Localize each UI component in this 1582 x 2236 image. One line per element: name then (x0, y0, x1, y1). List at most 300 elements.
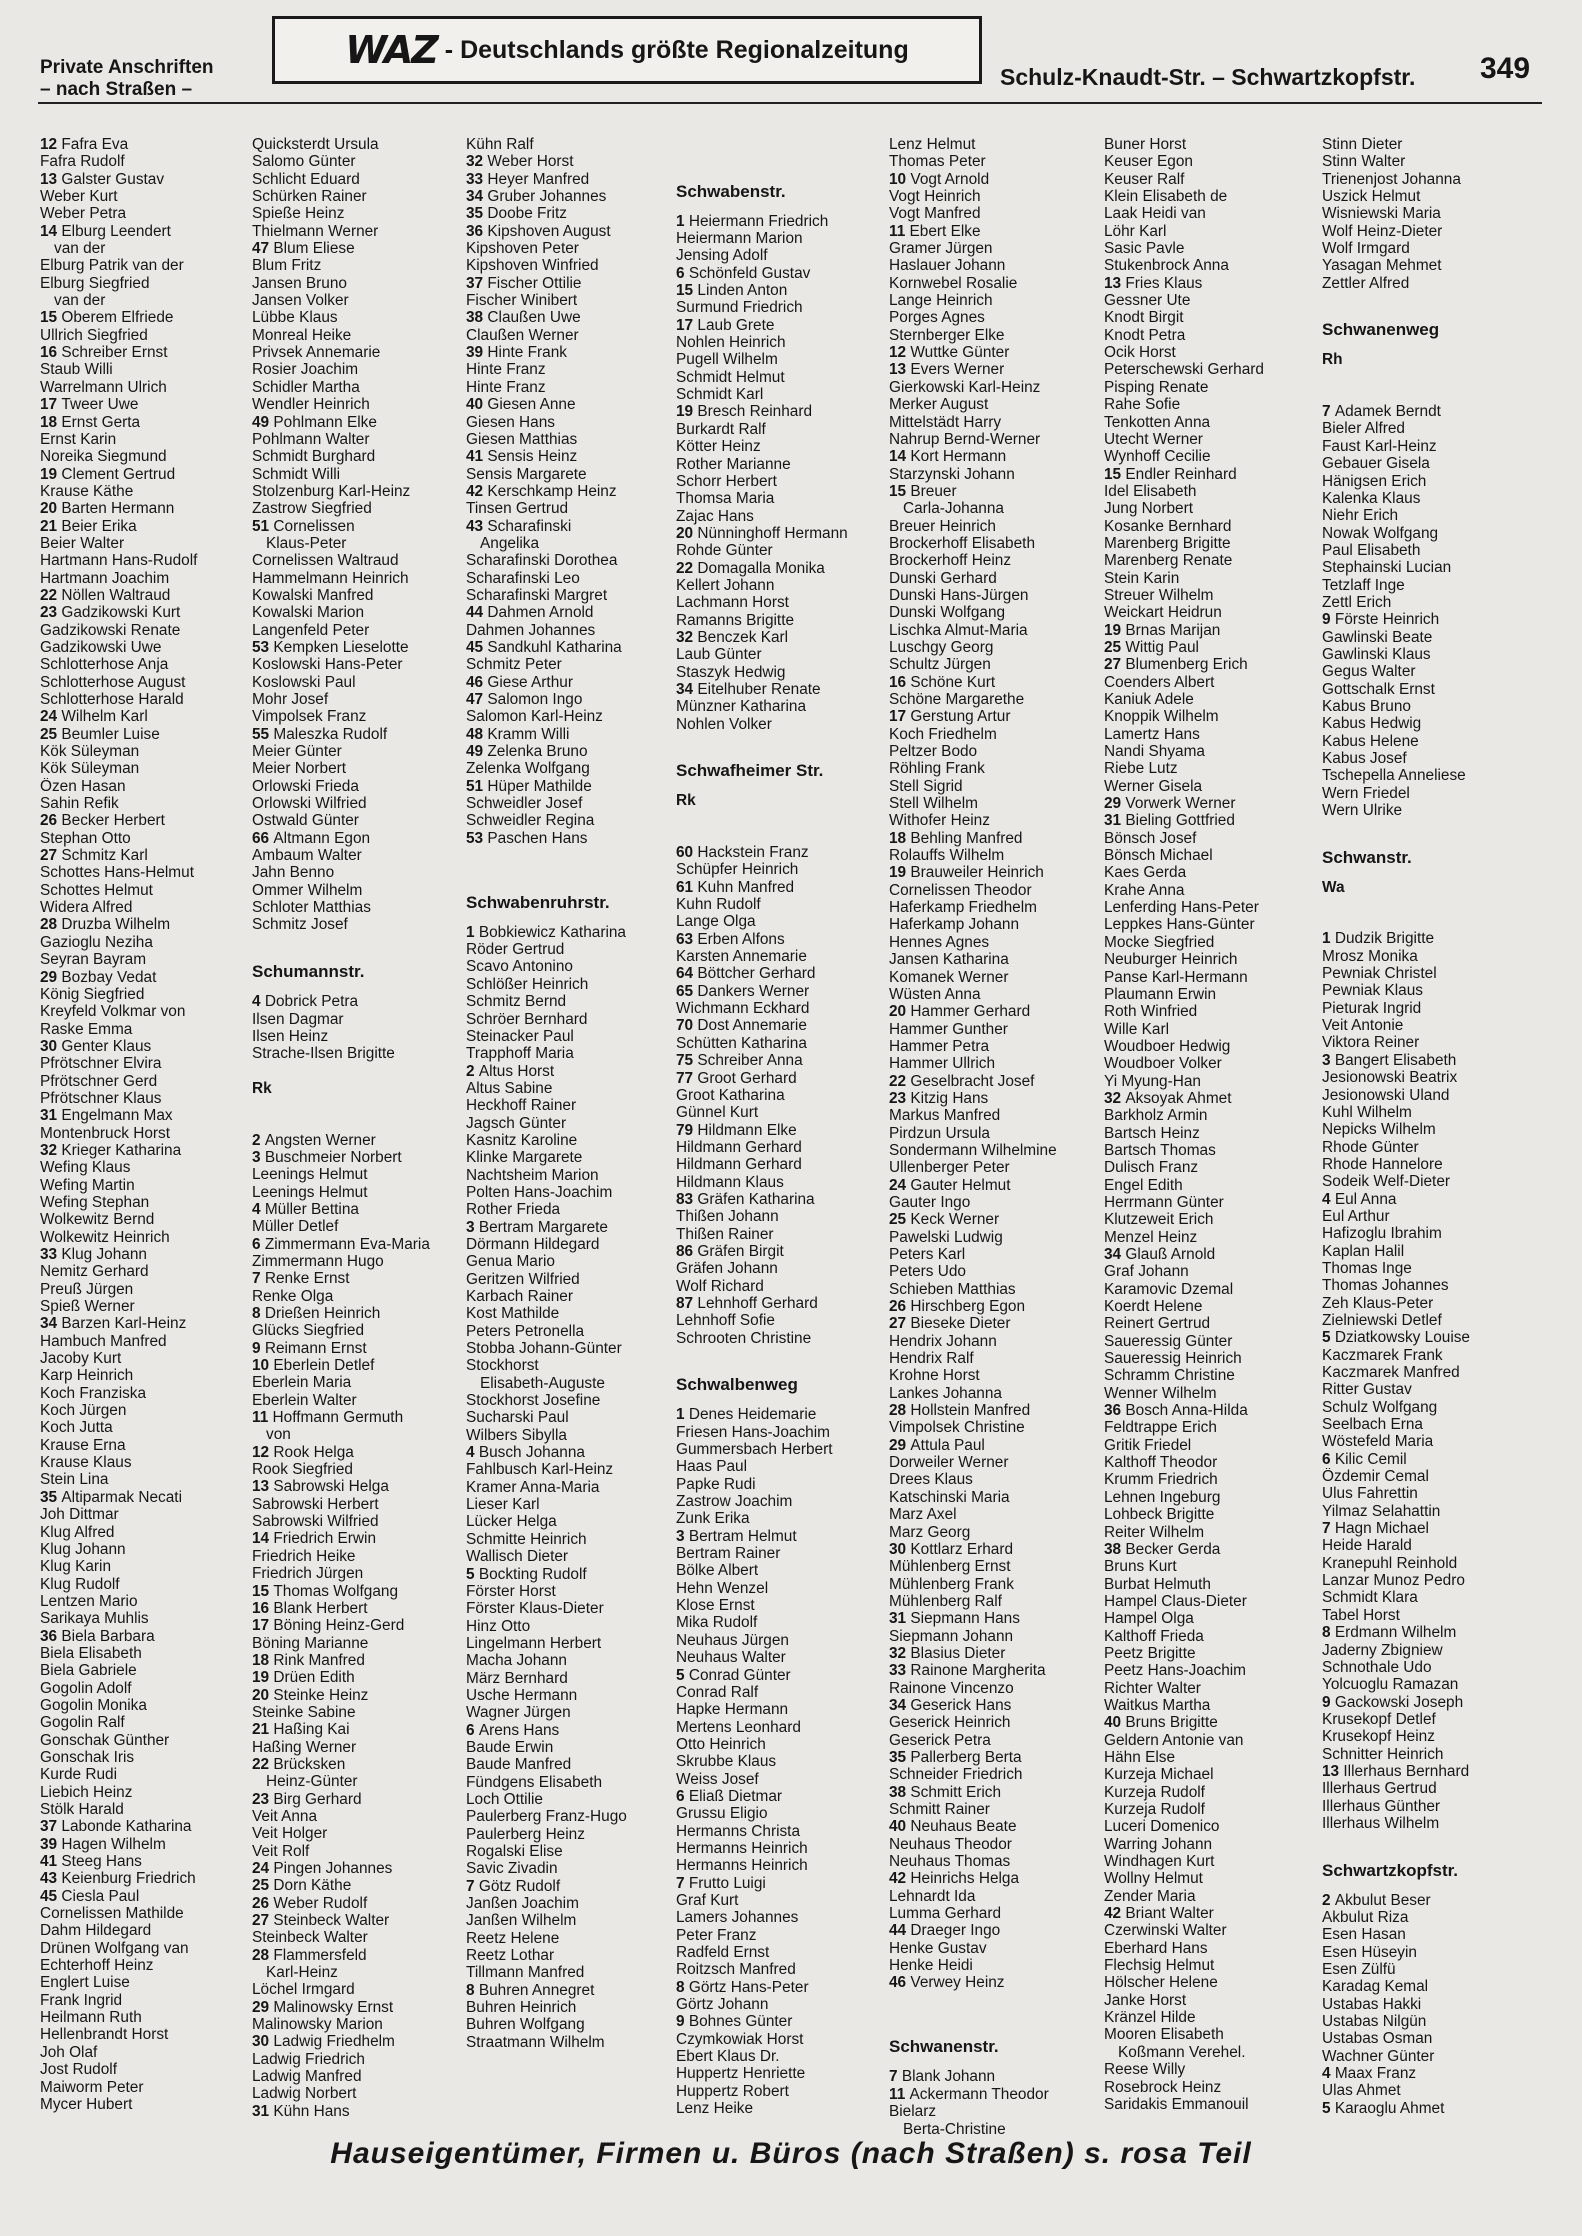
resident-entry: Quicksterdt Ursula (252, 136, 379, 153)
resident-entry: Rosebrock Heinz (1104, 2078, 1222, 2096)
resident-entry: Maiworm Peter (40, 2078, 144, 2096)
resident-entry: 43 Keienburg Friedrich (40, 1870, 196, 1888)
resident-entry: 47 Blum Eliese (252, 240, 355, 258)
resident-entry: Dunski Hans-Jürgen (889, 586, 1029, 604)
resident-entry: Yilmaz Selahattin (1322, 1502, 1441, 1520)
resident-entry: Koch Jürgen (40, 1402, 127, 1420)
resident-entry: Staszyk Hedwig (676, 663, 786, 681)
resident-entry: 28 Hollstein Manfred (889, 1402, 1031, 1420)
resident-entry: Esen Hasan (1322, 1926, 1406, 1944)
resident-entry: 15 Linden Anton (676, 282, 788, 300)
resident-entry: Preuß Jürgen (40, 1280, 134, 1298)
resident-entry: Zastrow Siegfried (252, 500, 372, 518)
resident-entry: Gritik Friedel (1104, 1436, 1192, 1454)
resident-entry: Rhode Hannelore (1322, 1155, 1443, 1173)
resident-entry: 24 Gauter Helmut (889, 1176, 1011, 1194)
resident-entry: Friesen Hans-Joachim (676, 1423, 830, 1441)
street-heading: Schumannstr. (252, 962, 365, 982)
resident-entry: 5 Conrad Günter (676, 1666, 791, 1684)
resident-entry: Kalenka Klaus (1322, 489, 1421, 507)
resident-entry: 31 Siepmann Hans (889, 1610, 1020, 1628)
resident-entry: Esen Hüseyin (1322, 1943, 1417, 1961)
resident-entry: 16 Schreiber Ernst (40, 344, 168, 362)
resident-entry: Haßing Werner (252, 1738, 357, 1756)
resident-entry: 28 Flammersfeld (252, 1946, 367, 1964)
resident-entry: 21 Beier Erika (40, 517, 137, 535)
resident-entry: Weber Kurt (40, 188, 118, 206)
resident-entry: 61 Kuhn Manfred (676, 878, 795, 896)
resident-entry: Peters Petronella (466, 1322, 585, 1340)
resident-entry: Kök Süleyman (40, 743, 140, 761)
resident-entry: 9 Reimann Ernst (252, 1339, 367, 1357)
resident-entry: Withofer Heinz (889, 812, 990, 830)
resident-entry: 10 Vogt Arnold (889, 170, 990, 188)
resident-entry: Monreal Heike (252, 326, 352, 344)
resident-entry: Eberlein Maria (252, 1374, 352, 1392)
resident-entry: Karamovic Dzemal (1104, 1280, 1234, 1298)
resident-entry: 4 Maax Franz (1322, 2065, 1417, 2083)
resident-entry: Hartmann Hans-Rudolf (40, 552, 198, 570)
resident-entry: Tenkotten Anna (1104, 413, 1211, 431)
resident-entry: Menzel Heinz (1104, 1228, 1198, 1246)
resident-entry: Huppertz Henriette (676, 2065, 806, 2083)
resident-entry: Richter Walter (1104, 1679, 1201, 1697)
resident-entry: Böning Marianne (252, 1634, 369, 1652)
resident-entry: Krumm Friedrich (1104, 1471, 1218, 1489)
resident-entry: Vogt Manfred (889, 205, 981, 223)
resident-entry: Schlotterhose Harald (40, 691, 184, 708)
resident-entry: Sarikaya Muhlis (40, 1610, 149, 1628)
resident-entry: Neuhaus Walter (676, 1649, 786, 1667)
resident-entry: 26 Becker Herbert (40, 812, 165, 830)
resident-entry: Keuser Egon (1104, 153, 1193, 171)
resident-entry: Joh Olaf (40, 2043, 98, 2061)
resident-entry: Seyran Bayram (40, 951, 147, 969)
resident-entry: Schöne Margarethe (889, 691, 1025, 708)
resident-entry: Veit Anna (252, 1807, 318, 1825)
resident-entry: 53 Kempken Lieselotte (252, 638, 409, 656)
resident-entry: Bölke Albert (676, 1562, 759, 1580)
resident-entry: 30 Ladwig Friedhelm (252, 2033, 395, 2051)
resident-entry: Woudboer Hedwig (1104, 1037, 1231, 1055)
resident-entry: 79 Hildmann Elke (676, 1121, 797, 1139)
resident-entry: Radfeld Ernst (676, 1944, 770, 1961)
resident-entry: Thomas Johannes (1322, 1277, 1449, 1295)
resident-entry: 64 Böttcher Gerhard (676, 965, 816, 983)
resident-entry: Dunski Wolfgang (889, 604, 1006, 622)
resident-entry: Wynhoff Cecilie (1104, 448, 1211, 466)
resident-entry: Saueressig Heinrich (1104, 1350, 1242, 1368)
resident-entry: Hähn Else (1104, 1748, 1176, 1766)
resident-entry: Saueressig Günter (1104, 1332, 1233, 1350)
resident-entry: Werner Gisela (1104, 777, 1203, 795)
resident-entry: Heide Harald (1322, 1537, 1412, 1555)
resident-entry: Trienenjost Johanna (1322, 170, 1461, 188)
resident-entry: 30 Kottlarz Erhard (889, 1540, 1014, 1558)
resident-entry: Veit Antonie (1322, 1017, 1404, 1035)
resident-entry: Günnel Kurt (676, 1104, 759, 1122)
resident-entry: 4 Dobrick Petra (252, 993, 359, 1011)
resident-entry: Schottes Hans-Helmut (40, 864, 194, 882)
resident-entry: Sabrowski Herbert (252, 1495, 379, 1513)
resident-entry: Rook Siegfried (252, 1461, 353, 1479)
resident-entry: 17 Gerstung Artur (889, 708, 1011, 726)
resident-entry: Bönsch Michael (1104, 847, 1213, 865)
resident-entry: Baude Manfred (466, 1756, 572, 1774)
resident-entry: 19 Clement Gertrud (40, 465, 176, 483)
resident-entry: Burkardt Ralf (676, 420, 766, 438)
resident-entry: 19 Bresch Reinhard (676, 403, 813, 421)
resident-entry: Mühlenberg Ralf (889, 1592, 1002, 1610)
resident-entry: Wolf Irmgard (1322, 240, 1410, 258)
resident-entry: Dörmann Hildegard (466, 1235, 600, 1253)
column-7 (1322, 136, 1534, 2117)
resident-entry: Schmidt Klara (1322, 1589, 1418, 1607)
resident-entry: Rhode Günter (1322, 1138, 1419, 1156)
resident-entry: Reese Willy (1104, 2061, 1186, 2079)
resident-entry: Kowalski Manfred (252, 586, 374, 604)
resident-entry: 29 Bozbay Vedat (40, 968, 157, 986)
resident-entry: Sahin Refik (40, 795, 119, 813)
resident-entry: Elburg Siegfried (40, 274, 150, 292)
resident-entry: Gebauer Gisela (1322, 455, 1430, 473)
resident-entry: Karp Heinrich (40, 1367, 134, 1385)
column-3 (466, 136, 678, 2051)
resident-entry: Kurzeja Michael (1104, 1766, 1214, 1784)
resident-entry: Thielmann Werner (252, 222, 379, 240)
resident-entry: Peetz Brigitte (1104, 1644, 1196, 1662)
resident-entry: Tillmann Manfred (466, 1964, 585, 1982)
resident-entry: Koch Jutta (40, 1419, 113, 1437)
resident-entry: 34 Gruber Johannes (466, 188, 607, 206)
resident-entry: Peetz Hans-Joachim (1104, 1662, 1246, 1680)
resident-entry: Kipshoven Peter (466, 240, 579, 258)
resident-entry: Niehr Erich (1322, 507, 1399, 525)
resident-entry: 38 Schmitt Erich (889, 1783, 1002, 1801)
resident-entry: Lange Olga (676, 913, 756, 931)
spacer (252, 1114, 464, 1131)
resident-entry: 4 Müller Bettina (252, 1200, 359, 1218)
resident-entry: Henke Gustav (889, 1939, 987, 1957)
resident-entry: Schmidt Willi (252, 465, 341, 483)
resident-entry: Wüsten Anna (889, 985, 981, 1003)
resident-entry: 25 Keck Werner (889, 1211, 1000, 1229)
resident-entry: 35 Altiparmak Necati (40, 1488, 183, 1506)
resident-entry: Scavo Antonino (466, 958, 573, 976)
resident-entry: Cornelissen Mathilde (40, 1905, 184, 1923)
resident-entry: Haferkamp Friedhelm (889, 899, 1037, 917)
resident-entry: 15 Breuer (889, 482, 957, 500)
resident-entry: Schmitte Heinrich (466, 1530, 587, 1548)
street-heading: Schwalbenweg (676, 1375, 798, 1395)
resident-entry: Marenberg Brigitte (1104, 534, 1231, 552)
resident-entry: Windhagen Kurt (1104, 1853, 1215, 1871)
spacer (676, 153, 888, 170)
spacer (1322, 819, 1534, 836)
resident-entry: 86 Gräfen Birgit (676, 1242, 784, 1260)
street-heading: Schwanstr. (1322, 847, 1412, 867)
column-6 (1104, 136, 1316, 2113)
resident-entry: Hildmann Klaus (676, 1173, 784, 1191)
resident-entry: Ocik Horst (1104, 344, 1176, 362)
resident-entry: Stein Lina (40, 1471, 109, 1489)
resident-entry: Wefing Stephan (40, 1193, 150, 1211)
resident-entry: Illerhaus Günther (1322, 1797, 1441, 1815)
resident-entry: 20 Barten Hermann (40, 500, 175, 518)
resident-entry: 36 Bosch Anna-Hilda (1104, 1402, 1248, 1420)
resident-entry: Mrosz Monika (1322, 947, 1418, 965)
resident-entry: Cornelissen Waltraud (252, 552, 399, 570)
resident-entry: Klug Alfred (40, 1523, 115, 1541)
resident-entry: Scharafinski Dorothea (466, 552, 618, 570)
resident-entry: Haas Paul (676, 1458, 748, 1476)
resident-entry: Ulus Fahrettin (1322, 1485, 1418, 1503)
resident-entry: Özdemir Cemal (1322, 1468, 1429, 1486)
resident-entry: 9 Bohnes Günter (676, 2013, 793, 2031)
resident-entry: Schlicht Eduard (252, 170, 360, 188)
resident-entry: Schmitz Peter (466, 656, 562, 674)
resident-entry: Luschgy Georg (889, 638, 994, 656)
resident-entry: Förster Horst (466, 1582, 556, 1600)
resident-entry: Coenders Albert (1104, 673, 1215, 691)
resident-entry: Hampel Claus-Dieter (1104, 1592, 1247, 1610)
resident-entry: 37 Fischer Ottilie (466, 274, 582, 292)
resident-entry: Bruns Kurt (1104, 1558, 1177, 1576)
resident-entry: Mittelstädt Harry (889, 413, 1002, 431)
resident-entry: Lenz Heike (676, 2100, 753, 2118)
resident-entry: Tetzlaff Inge (1322, 576, 1405, 594)
resident-entry: Gazioglu Neziha (40, 933, 153, 951)
resident-entry: Kabus Helene (1322, 732, 1419, 750)
resident-entry: Peters Karl (889, 1246, 966, 1263)
resident-entry: Kurzeja Rudolf (1104, 1801, 1205, 1818)
resident-entry: Hänigsen Erich (1322, 472, 1427, 490)
resident-entry: Schorr Herbert (676, 472, 777, 490)
district-code: Rk (252, 1079, 272, 1097)
resident-entry: Kabus Bruno (1322, 697, 1411, 715)
resident-entry: Hildmann Gerhard (676, 1138, 802, 1156)
resident-entry: 6 Arens Hans (466, 1721, 560, 1739)
resident-entry: Brockerhoff Heinz (889, 552, 1012, 570)
resident-entry: Schlotterhose August (40, 673, 186, 691)
resident-entry: Altus Sabine (466, 1079, 553, 1097)
resident-entry: 39 Hinte Frank (466, 344, 567, 362)
resident-entry: Heilmann Ruth (40, 2009, 142, 2027)
resident-entry: Laak Heidi van (1104, 205, 1206, 223)
resident-entry: 20 Nünninghoff Hermann (676, 524, 848, 542)
resident-entry: Ritter Gustav (1322, 1381, 1412, 1399)
resident-entry: Stephainski Lucian (1322, 559, 1452, 577)
resident-entry: Rohde Günter (676, 542, 773, 560)
resident-entry: Merker August (889, 396, 989, 414)
resident-entry: Jahn Benno (252, 864, 335, 882)
resident-entry: Graf Johann (1104, 1263, 1189, 1281)
resident-entry: Klein Elisabeth de (1104, 188, 1228, 206)
resident-entry: 32 Weber Horst (466, 153, 574, 171)
resident-entry: Krause Klaus (40, 1454, 132, 1472)
resident-entry: van der (54, 240, 106, 258)
spacer (1322, 292, 1534, 309)
resident-entry: Eberlein Walter (252, 1391, 357, 1409)
resident-entry: 48 Kramm Willi (466, 725, 570, 743)
resident-entry: 24 Wilhelm Karl (40, 708, 148, 726)
resident-entry: 13 Galster Gustav (40, 170, 165, 188)
resident-entry: Dahmen Johannes (466, 621, 596, 639)
resident-entry: Bartsch Thomas (1104, 1141, 1216, 1159)
resident-entry: 33 Heyer Manfred (466, 170, 590, 188)
resident-entry: Schottes Helmut (40, 881, 153, 899)
resident-entry: Kabus Hedwig (1322, 715, 1422, 733)
resident-entry: Leenings Helmut (252, 1183, 368, 1201)
resident-entry: Kurzeja Rudolf (1104, 1783, 1205, 1801)
resident-entry: Gonschak Iris (40, 1748, 135, 1766)
resident-entry: Pfrötschner Gerd (40, 1072, 158, 1090)
resident-entry: Schramm Christine (1104, 1367, 1235, 1385)
resident-entry: Friedrich Heike (252, 1547, 356, 1565)
resident-entry: Löhr Karl (1104, 222, 1167, 240)
resident-entry: 25 Beumler Luise (40, 725, 160, 743)
resident-entry: Hennes Agnes (889, 933, 990, 951)
resident-entry: Wille Karl (1104, 1020, 1169, 1038)
street-heading: Schwabenruhrstr. (466, 892, 610, 912)
resident-entry: Yolcuoglu Ramazan (1322, 1676, 1459, 1694)
resident-entry: Lehnen Ingeburg (1104, 1488, 1221, 1506)
resident-entry: 20 Hammer Gerhard (889, 1003, 1031, 1021)
resident-entry: Privsek Annemarie (252, 344, 381, 362)
resident-entry: 8 Buhren Annegret (466, 1981, 595, 1999)
resident-entry: Zeh Klaus-Peter (1322, 1294, 1434, 1312)
resident-entry: Orlowski Wilfried (252, 795, 367, 813)
resident-entry: 28 Druzba Wilhelm (40, 916, 171, 934)
resident-entry: Englert Luise (40, 1974, 130, 1992)
spacer (466, 864, 678, 881)
resident-entry: Rahe Sofie (1104, 396, 1181, 414)
resident-entry: Vimpolsek Christine (889, 1419, 1025, 1437)
resident-entry: Gramer Jürgen (889, 240, 993, 258)
resident-entry: Geldern Antonie van (1104, 1731, 1244, 1749)
resident-entry: Kaczmarek Frank (1322, 1346, 1443, 1364)
resident-entry: Sondermann Wilhelmine (889, 1141, 1057, 1159)
resident-entry: Berta-Christine (903, 2120, 1006, 2138)
spacer (676, 136, 888, 153)
spacer (676, 827, 888, 844)
resident-entry: Kaniuk Adele (1104, 691, 1194, 708)
street-heading: Schwafheimer Str. (676, 761, 824, 781)
resident-entry: Ustabas Osman (1322, 2030, 1433, 2048)
resident-entry: 26 Weber Rudolf (252, 1894, 368, 1912)
resident-entry: Rosier Joachim (252, 361, 359, 379)
resident-entry: Spieß Werner (40, 1298, 135, 1316)
resident-entry: Noreika Siegmund (40, 448, 167, 466)
resident-entry: Löchel Irmgard (252, 1981, 355, 1999)
resident-entry: Schrooten Christine (676, 1329, 812, 1347)
resident-entry: 18 Rink Manfred (252, 1651, 365, 1669)
resident-entry: 13 Fries Klaus (1104, 274, 1203, 292)
resident-entry: Czerwinski Walter (1104, 1922, 1227, 1940)
resident-entry: Geserick Heinrich (889, 1714, 1011, 1732)
resident-entry: Waitkus Martha (1104, 1696, 1211, 1714)
resident-entry: Mycer Hubert (40, 2095, 133, 2113)
resident-entry: Schmitz Josef (252, 916, 348, 934)
resident-entry: Thißen Johann (676, 1208, 779, 1226)
page-number: 349 (1480, 52, 1531, 85)
resident-entry: Kötter Heinz (676, 438, 761, 456)
resident-entry: Nahrup Bernd-Werner (889, 430, 1041, 448)
resident-entry: 33 Rainone Margherita (889, 1662, 1046, 1680)
resident-entry: Gawlinski Beate (1322, 628, 1433, 646)
resident-entry: Bieler Alfred (1322, 420, 1405, 438)
resident-entry: Müller Detlef (252, 1218, 339, 1236)
resident-entry: Neuhaus Jürgen (676, 1631, 789, 1649)
resident-entry: Marenberg Renate (1104, 552, 1233, 570)
resident-entry: Marz Georg (889, 1523, 971, 1541)
resident-entry: 1 Dudzik Brigitte (1322, 930, 1435, 948)
resident-entry: Huppertz Robert (676, 2082, 789, 2100)
resident-entry: Zimmermann Hugo (252, 1252, 384, 1270)
resident-entry: Warring Johann (1104, 1835, 1213, 1853)
resident-entry: Klutzeweit Erich (1104, 1211, 1214, 1229)
spacer (252, 934, 464, 951)
resident-entry: Pieturak Ingrid (1322, 999, 1422, 1017)
resident-entry: 7 Renke Ernst (252, 1270, 350, 1288)
resident-entry: Mohr Josef (252, 691, 329, 708)
resident-entry: 14 Friedrich Erwin (252, 1530, 377, 1548)
resident-entry: Wendler Heinrich (252, 396, 370, 414)
resident-entry: van der (54, 292, 106, 310)
resident-entry: Keuser Ralf (1104, 170, 1185, 188)
resident-entry: Lumma Gerhard (889, 1905, 1002, 1923)
resident-entry: Surmund Friedrich (676, 299, 803, 317)
resident-entry: Carla-Johanna (903, 500, 1004, 518)
resident-entry: 17 Laub Grete (676, 316, 775, 334)
resident-entry: 7 Frutto Luigi (676, 1874, 766, 1892)
resident-entry: Lücker Helga (466, 1513, 557, 1531)
resident-entry: Haslauer Johann (889, 257, 1006, 275)
resident-entry: Herrmann Günter (1104, 1193, 1224, 1211)
resident-entry: Pisping Renate (1104, 378, 1209, 396)
resident-entry: Zelenka Wolfgang (466, 760, 590, 778)
resident-entry: Macha Johann (466, 1652, 567, 1670)
spacer (676, 733, 888, 750)
resident-entry: 4 Busch Johanna (466, 1444, 585, 1462)
resident-entry: Zettl Erich (1322, 593, 1392, 611)
resident-entry: Liebich Heinz (40, 1783, 133, 1801)
resident-entry: Kuhn Rudolf (676, 896, 761, 914)
resident-entry: Raske Emma (40, 1020, 133, 1038)
resident-entry: Neuhaus Thomas (889, 1853, 1011, 1871)
resident-entry: Koerdt Helene (1104, 1298, 1203, 1316)
resident-entry: Leppkes Hans-Günter (1104, 916, 1255, 934)
resident-entry: Tschepella Anneliese (1322, 767, 1466, 785)
resident-entry: Lübbe Klaus (252, 309, 338, 327)
resident-entry: 5 Bockting Rudolf (466, 1565, 587, 1583)
resident-entry: 23 Birg Gerhard (252, 1790, 362, 1808)
resident-entry: Münzner Katharina (676, 698, 807, 716)
resident-entry: Usche Hermann (466, 1686, 578, 1704)
resident-entry: Groot Katharina (676, 1086, 785, 1104)
resident-entry: Klug Karin (40, 1558, 112, 1576)
resident-entry: 17 Tweer Uwe (40, 396, 139, 414)
resident-entry: 40 Giesen Anne (466, 396, 576, 414)
resident-entry: Wolkewitz Heinrich (40, 1228, 170, 1246)
resident-entry: Esen Zülfü (1322, 1961, 1396, 1978)
resident-entry: 8 Görtz Hans-Peter (676, 1978, 809, 1996)
resident-entry: Brockerhoff Elisabeth (889, 534, 1036, 552)
resident-entry: Ullrich Siegfried (40, 326, 148, 344)
resident-entry: Krause Käthe (40, 482, 134, 500)
resident-entry: 31 Kühn Hans (252, 2102, 350, 2120)
resident-entry: Kurde Rudi (40, 1766, 117, 1784)
